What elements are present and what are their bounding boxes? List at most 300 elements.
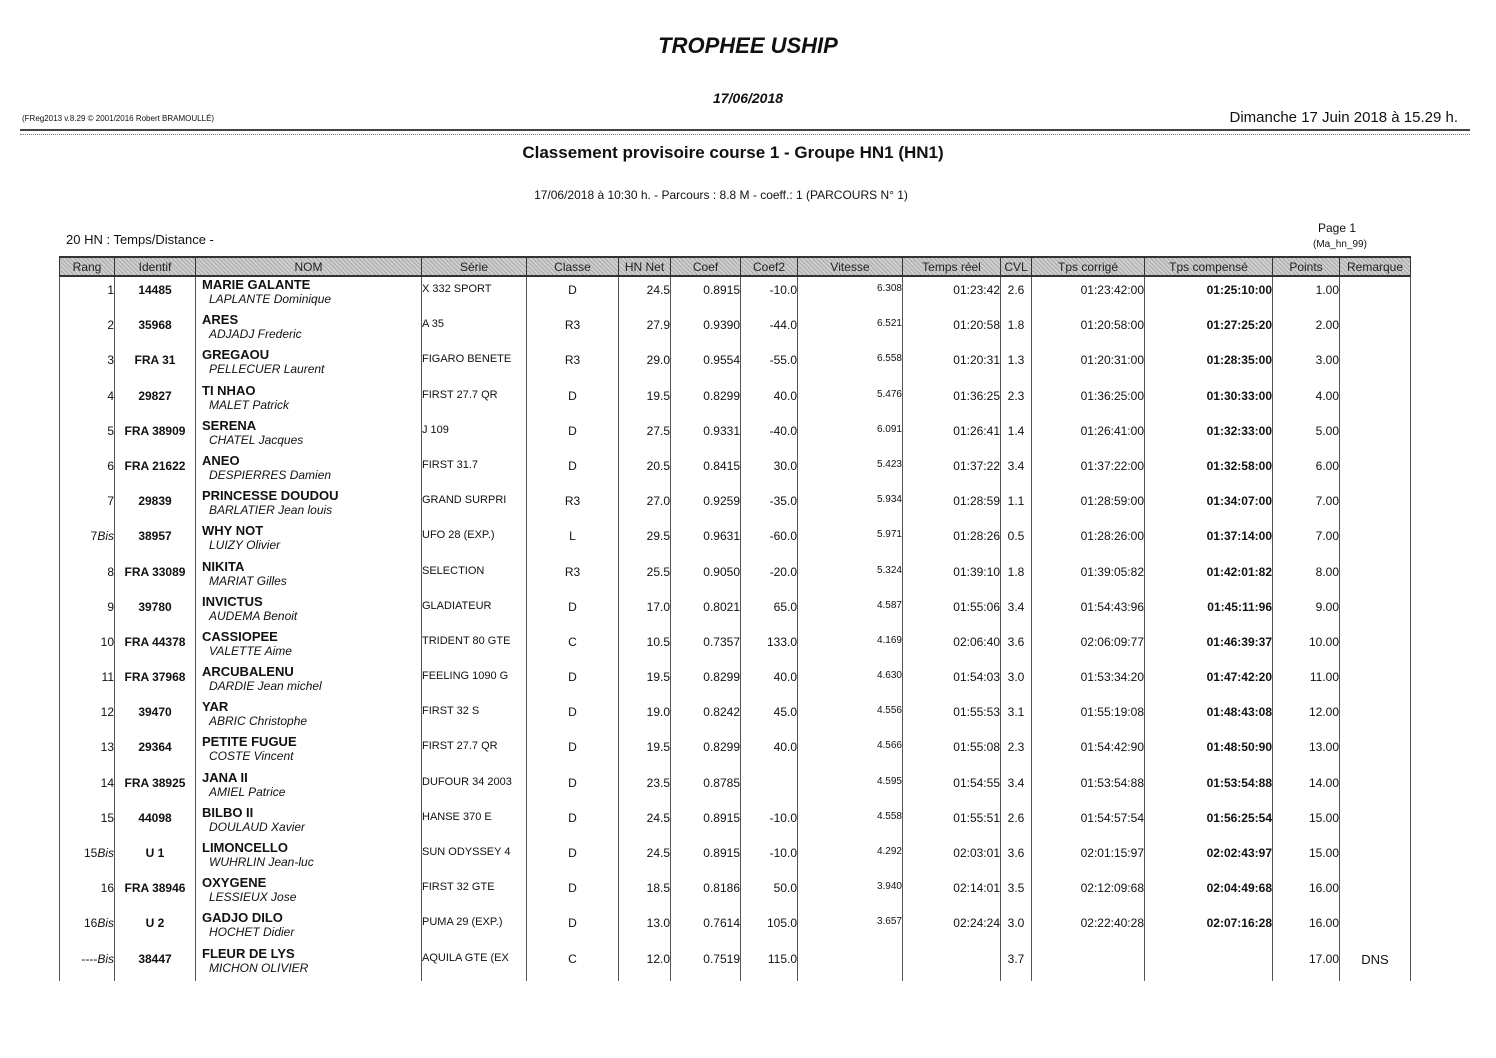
table-row [60,523,1411,558]
rank-wrap [60,875,114,895]
cell-cvl [1001,523,1032,558]
cvl-value: 3.6 [1007,846,1025,860]
cell-tps-corrige [1032,805,1145,840]
table-row [60,734,1411,769]
cell-points [1273,629,1340,664]
coef-value: 0.7519 [703,951,740,966]
rank-value: 12 [100,705,114,720]
cell-identif [115,946,196,981]
cell-rank [60,347,115,382]
identif-value: 38957 [138,529,172,544]
cell-vitesse [798,664,903,699]
identif-value: U 1 [145,846,165,860]
cvl-value: 2.6 [1007,810,1025,825]
boat-name: SERENA [202,417,257,433]
cell-vitesse [798,910,903,945]
coef2-value: -40.0 [769,423,797,438]
remarque-value [1340,664,1410,670]
coef2-value: -35.0 [769,494,797,509]
identif-value: 44098 [138,810,172,825]
hn-net-value: 29.0 [646,353,670,368]
cvl-value: 1.8 [1007,564,1025,579]
tps-compense-value: 01:28:35:00 [1206,353,1272,368]
cell-classe [527,805,619,840]
remarque-value [1340,383,1410,389]
cell-rank [60,418,115,453]
rank-value: 16 [83,916,98,931]
temps-reel-value: 01:55:51 [953,810,1000,825]
boat-name: ARES [202,312,239,328]
cell-rank [60,594,115,629]
cell-nom [196,559,422,594]
cell-coef2 [741,875,798,910]
cell-classe [527,488,619,523]
cell-tps-compense [1145,559,1273,594]
boat-name: CASSIOPEE [202,628,278,644]
cell-remarque [1340,629,1411,664]
skipper-name: HOCHET Didier [209,925,295,940]
rank-value: 2 [107,318,114,333]
cell-coef [671,347,741,382]
cell-classe [527,699,619,734]
cell-rank [60,453,115,488]
temps-reel-value: 01:28:26 [953,529,1000,544]
cell-tps-corrige [1032,312,1145,347]
boat-name: TI NHAO [202,382,256,398]
vitesse-value: 4.169 [876,634,902,646]
cell-tps-corrige [1032,840,1145,875]
cell-hn-net [619,770,671,805]
cell-tps-compense [1145,910,1273,945]
hn-net-value: 27.0 [646,494,670,509]
temps-reel-value: 01:55:08 [953,740,1000,755]
cvl-value: 2.3 [1007,388,1025,403]
tps-compense-value: 02:02:43:97 [1206,846,1272,860]
cell-remarque [1340,383,1411,418]
boat-name: ANEO [202,452,240,468]
tps-corrige-value: 01:28:26:00 [1080,529,1144,544]
serie-value: FEELING 1090 G [422,670,509,683]
cell-remarque [1340,347,1411,382]
remarque-value [1340,347,1410,353]
skipper-name: LUIZY Olivier [209,538,281,553]
coef2-value: -55.0 [769,353,797,368]
table-row [60,805,1411,840]
cell-temps-reel [903,523,1001,558]
tps-compense-value: 01:25:10:00 [1206,283,1272,297]
results-table [59,256,1411,981]
serie-value: UFO 28 (EXP.) [422,529,495,542]
cell-coef2 [741,312,798,347]
col-header-vitesse: Vitesse [798,257,903,276]
cell-classe [527,910,619,945]
cell-rank [60,664,115,699]
skipper-name: AUDEMA Benoit [209,608,298,623]
cell-temps-reel [903,664,1001,699]
cell-nom [196,629,422,664]
cell-nom [196,418,422,453]
cell-nom [196,664,422,699]
col-header-coef2: Coef2 [741,257,798,276]
cell-identif [115,840,196,875]
rank-value: 15 [83,846,98,860]
coef-value: 0.9390 [703,318,740,333]
cell-tps-compense [1145,276,1273,312]
page-number: Page 1 [1318,221,1357,235]
vitesse-value: 4.587 [876,599,902,611]
rank-wrap [60,946,114,966]
cell-coef2 [741,946,798,981]
cell-vitesse [798,594,903,629]
cell-temps-reel [903,559,1001,594]
boat-name: FLEUR DE LYS [202,945,295,961]
points-value: 13.00 [1308,740,1339,755]
points-value: 16.00 [1308,916,1339,931]
hn-net-value: 12.0 [646,951,670,966]
col-header-remarque: Remarque [1340,257,1411,276]
cell-classe [527,946,619,981]
identif-value: FRA 37968 [124,670,186,685]
cell-cvl [1001,840,1032,875]
table-row [60,418,1411,453]
hn-net-value: 24.5 [646,283,670,297]
tps-corrige-value: 01:36:25:00 [1080,388,1144,403]
rank-wrap [60,277,114,297]
cell-identif [115,559,196,594]
points-value: 11.00 [1309,670,1339,685]
cell-classe [527,664,619,699]
serie-value: X 332 SPORT [422,283,492,295]
hn-net-value: 25.5 [646,564,670,579]
cell-cvl [1001,488,1032,523]
skipper-name: LAPLANTE Dominique [209,292,332,306]
serie-value: SUN ODYSSEY 4 [422,846,511,858]
cell-identif [115,523,196,558]
rank-wrap [60,805,114,825]
cell-points [1273,559,1340,594]
classe-value: D [568,388,577,403]
remarque-value [1340,453,1410,459]
vitesse-value: 4.556 [876,705,902,717]
ranking-subtitle: Classement provisoire course 1 - Groupe HN1 (HN1) [522,143,944,162]
rank-value: 1 [107,283,114,297]
vitesse-value: 4.630 [876,670,902,682]
rank-value: 10 [100,634,114,649]
cell-vitesse [798,840,903,875]
classe-value: D [568,775,577,790]
serie-value: FIRST 27.7 QR [422,388,498,401]
race-date: 17/06/2018 [712,90,784,106]
boat-name: ARCUBALENU [202,664,294,680]
cell-coef [671,418,741,453]
cell-remarque [1340,453,1411,488]
remarque-value [1340,699,1410,705]
cell-coef2 [741,559,798,594]
boat-name: BILBO II [202,804,254,820]
cell-remarque [1340,418,1411,453]
cell-vitesse [798,488,903,523]
identif-value: FRA 38946 [124,881,186,896]
tps-compense-value: 02:07:16:28 [1206,916,1272,931]
cell-coef [671,805,741,840]
rank-value: ---- [81,951,98,966]
temps-reel-value: 01:20:31 [953,353,1000,368]
cell-temps-reel [903,734,1001,769]
cell-hn-net [619,629,671,664]
col-header-hn-net: HN Net [619,257,671,276]
cell-vitesse [798,523,903,558]
rank-wrap [60,910,114,930]
table-row [60,276,1411,312]
remarque-value [1340,277,1410,283]
identif-value: 39470 [138,705,172,720]
rank-value: 7 [90,529,98,544]
identif-value: U 2 [145,916,165,931]
cell-vitesse [798,383,903,418]
coef2-value: 45.0 [773,705,797,720]
document-title: TROPHEE USHIP [658,33,838,58]
table-row [60,699,1411,734]
tps-corrige-value: 01:55:19:08 [1080,705,1144,720]
rank-value: 16 [100,881,114,896]
cell-rank [60,840,115,875]
cell-cvl [1001,453,1032,488]
serie-value: GRAND SURPRI [422,494,507,507]
print-timestamp: Dimanche 17 Juin 2018 à 15.29 h. [1229,109,1458,126]
coef2-value: 40.0 [773,388,797,403]
cell-coef2 [741,488,798,523]
cell-cvl [1001,276,1032,312]
cell-tps-corrige [1032,559,1145,594]
serie-value: HANSE 370 E [422,810,492,823]
cell-coef2 [741,805,798,840]
table-row [60,488,1411,523]
coef2-value: 40.0 [773,670,797,685]
cell-hn-net [619,699,671,734]
hn-net-value: 27.9 [646,318,670,333]
cell-coef [671,594,741,629]
cell-temps-reel [903,453,1001,488]
cell-tps-compense [1145,523,1273,558]
cell-rank [60,488,115,523]
cell-tps-corrige [1032,347,1145,382]
cell-tps-compense [1145,699,1273,734]
tps-corrige-value: 02:01:15:97 [1080,846,1144,860]
tps-corrige-value: 02:06:09:77 [1080,634,1144,649]
cell-hn-net [619,488,671,523]
cell-rank [60,312,115,347]
cvl-value: 3.7 [1007,951,1025,966]
cell-serie [422,840,527,875]
coef2-value [741,770,797,776]
points-value: 12.00 [1308,705,1339,720]
cell-nom [196,734,422,769]
cell-coef [671,312,741,347]
cell-vitesse [798,875,903,910]
cell-identif [115,664,196,699]
vitesse-value: 5.476 [876,388,902,400]
cell-temps-reel [903,347,1001,382]
cell-temps-reel [903,629,1001,664]
rank-value: 11 [101,670,114,685]
cell-cvl [1001,347,1032,382]
rank-value: 8 [107,564,114,579]
cvl-value: 3.4 [1007,599,1025,614]
cell-nom [196,770,422,805]
cell-nom [196,699,422,734]
hn-net-value: 18.5 [646,881,670,896]
rank-bis: Bis [97,916,114,931]
cell-classe [527,418,619,453]
remarque-value [1340,910,1410,916]
hn-net-value: 10.5 [646,634,670,649]
cell-remarque [1340,734,1411,769]
rank-value: 15 [100,810,114,825]
cell-tps-compense [1145,770,1273,805]
cell-remarque [1340,276,1411,312]
points-value: 1.00 [1315,283,1339,297]
cell-vitesse [798,312,903,347]
table-row [60,910,1411,945]
cell-cvl [1001,594,1032,629]
race-info: 17/06/2018 à 10:30 h. - Parcours : 8.8 M - coeff.: 1 (PARCOURS N° 1) [534,188,908,202]
cell-cvl [1001,946,1032,981]
cell-coef [671,383,741,418]
tps-corrige-value: 01:53:54:88 [1080,775,1144,790]
cell-identif [115,699,196,734]
cell-serie [422,488,527,523]
cell-nom [196,312,422,347]
skipper-name: BARLATIER Jean louis [209,503,333,518]
cvl-value: 1.3 [1007,353,1025,368]
cell-coef2 [741,734,798,769]
cell-remarque [1340,664,1411,699]
coef2-value: 40.0 [773,740,797,755]
cell-serie [422,805,527,840]
cell-temps-reel [903,383,1001,418]
cell-temps-reel [903,312,1001,347]
points-value: 4.00 [1315,388,1339,403]
tps-compense-value: 01:56:25:54 [1206,810,1272,825]
cell-identif [115,276,196,312]
cell-points [1273,488,1340,523]
boat-name: PETITE FUGUE [202,734,297,750]
col-header-coef: Coef [671,257,741,276]
coef-value: 0.8186 [703,881,740,896]
cell-temps-reel [903,805,1001,840]
serie-value: TRIDENT 80 GTE [422,634,511,647]
vitesse-value: 6.558 [876,353,902,365]
table-row [60,629,1411,664]
cell-classe [527,312,619,347]
points-value: 15.00 [1308,846,1339,860]
cell-tps-compense [1145,805,1273,840]
cell-points [1273,910,1340,945]
points-value: 7.00 [1315,529,1339,544]
col-header-tps-compense: Tps compensé [1145,257,1273,276]
coef-value: 0.9554 [703,353,740,368]
cell-tps-corrige [1032,383,1145,418]
cell-cvl [1001,383,1032,418]
boat-name: GADJO DILO [202,910,283,926]
classe-value: D [568,810,577,825]
tps-corrige-value: 01:39:05:82 [1080,564,1144,579]
tps-compense-value: 01:37:14:00 [1206,529,1272,544]
coef2-value: -10.0 [769,846,797,860]
identif-value: FRA 44378 [124,634,186,649]
cvl-value: 3.0 [1007,670,1025,685]
tps-compense-value: 01:27:25:20 [1206,318,1272,333]
cell-hn-net [619,734,671,769]
temps-reel-value: 01:26:41 [953,423,1000,438]
cell-vitesse [798,559,903,594]
cell-hn-net [619,840,671,875]
cvl-value: 3.5 [1007,881,1025,896]
cell-vitesse [798,276,903,312]
identif-value: FRA 33089 [124,564,186,579]
cell-remarque [1340,875,1411,910]
temps-reel-value: 02:24:24 [953,916,1000,931]
cell-serie [422,734,527,769]
coef-value: 0.9631 [703,529,740,544]
cell-points [1273,699,1340,734]
temps-reel-value: 02:03:01 [953,846,1000,860]
cell-hn-net [619,946,671,981]
cell-coef2 [741,347,798,382]
points-value: 15.00 [1308,810,1339,825]
coef2-value: -44.0 [769,318,797,333]
cell-coef [671,559,741,594]
rank-value: 13 [100,740,114,755]
cell-vitesse [798,629,903,664]
rank-wrap [60,559,114,579]
col-header-tps-corrige: Tps corrigé [1032,257,1145,276]
cell-tps-corrige [1032,699,1145,734]
tps-corrige-value: 01:37:22:00 [1080,458,1144,473]
cell-points [1273,594,1340,629]
cell-coef2 [741,276,798,312]
tps-compense-value: 01:48:43:08 [1206,705,1272,720]
cell-hn-net [619,875,671,910]
cell-points [1273,840,1340,875]
cell-nom [196,805,422,840]
coef2-value: 115.0 [767,951,797,966]
tps-corrige-value: 02:12:09:68 [1080,881,1144,896]
serie-value: FIRST 31.7 [422,458,479,471]
skipper-name: LESSIEUX Jose [209,890,297,905]
classe-value: D [568,846,577,860]
vitesse-value: 6.308 [876,283,902,294]
cell-tps-corrige [1032,523,1145,558]
cell-tps-corrige [1032,453,1145,488]
cell-points [1273,664,1340,699]
cell-coef [671,734,741,769]
remarque-value [1340,523,1410,529]
tps-compense-value: 01:48:50:90 [1206,740,1272,755]
serie-value: AQUILA GTE (EX [422,951,509,964]
identif-value: FRA 38909 [124,423,186,438]
cell-coef [671,453,741,488]
classe-value: R3 [564,318,581,333]
classe-value: L [569,529,576,544]
cell-temps-reel [903,770,1001,805]
skipper-name: MICHON OLIVIER [209,960,309,975]
rank-wrap [60,734,114,754]
cell-tps-corrige [1032,629,1145,664]
cell-coef2 [741,629,798,664]
classe-value: D [568,916,577,931]
boat-name: JANA II [202,769,248,785]
